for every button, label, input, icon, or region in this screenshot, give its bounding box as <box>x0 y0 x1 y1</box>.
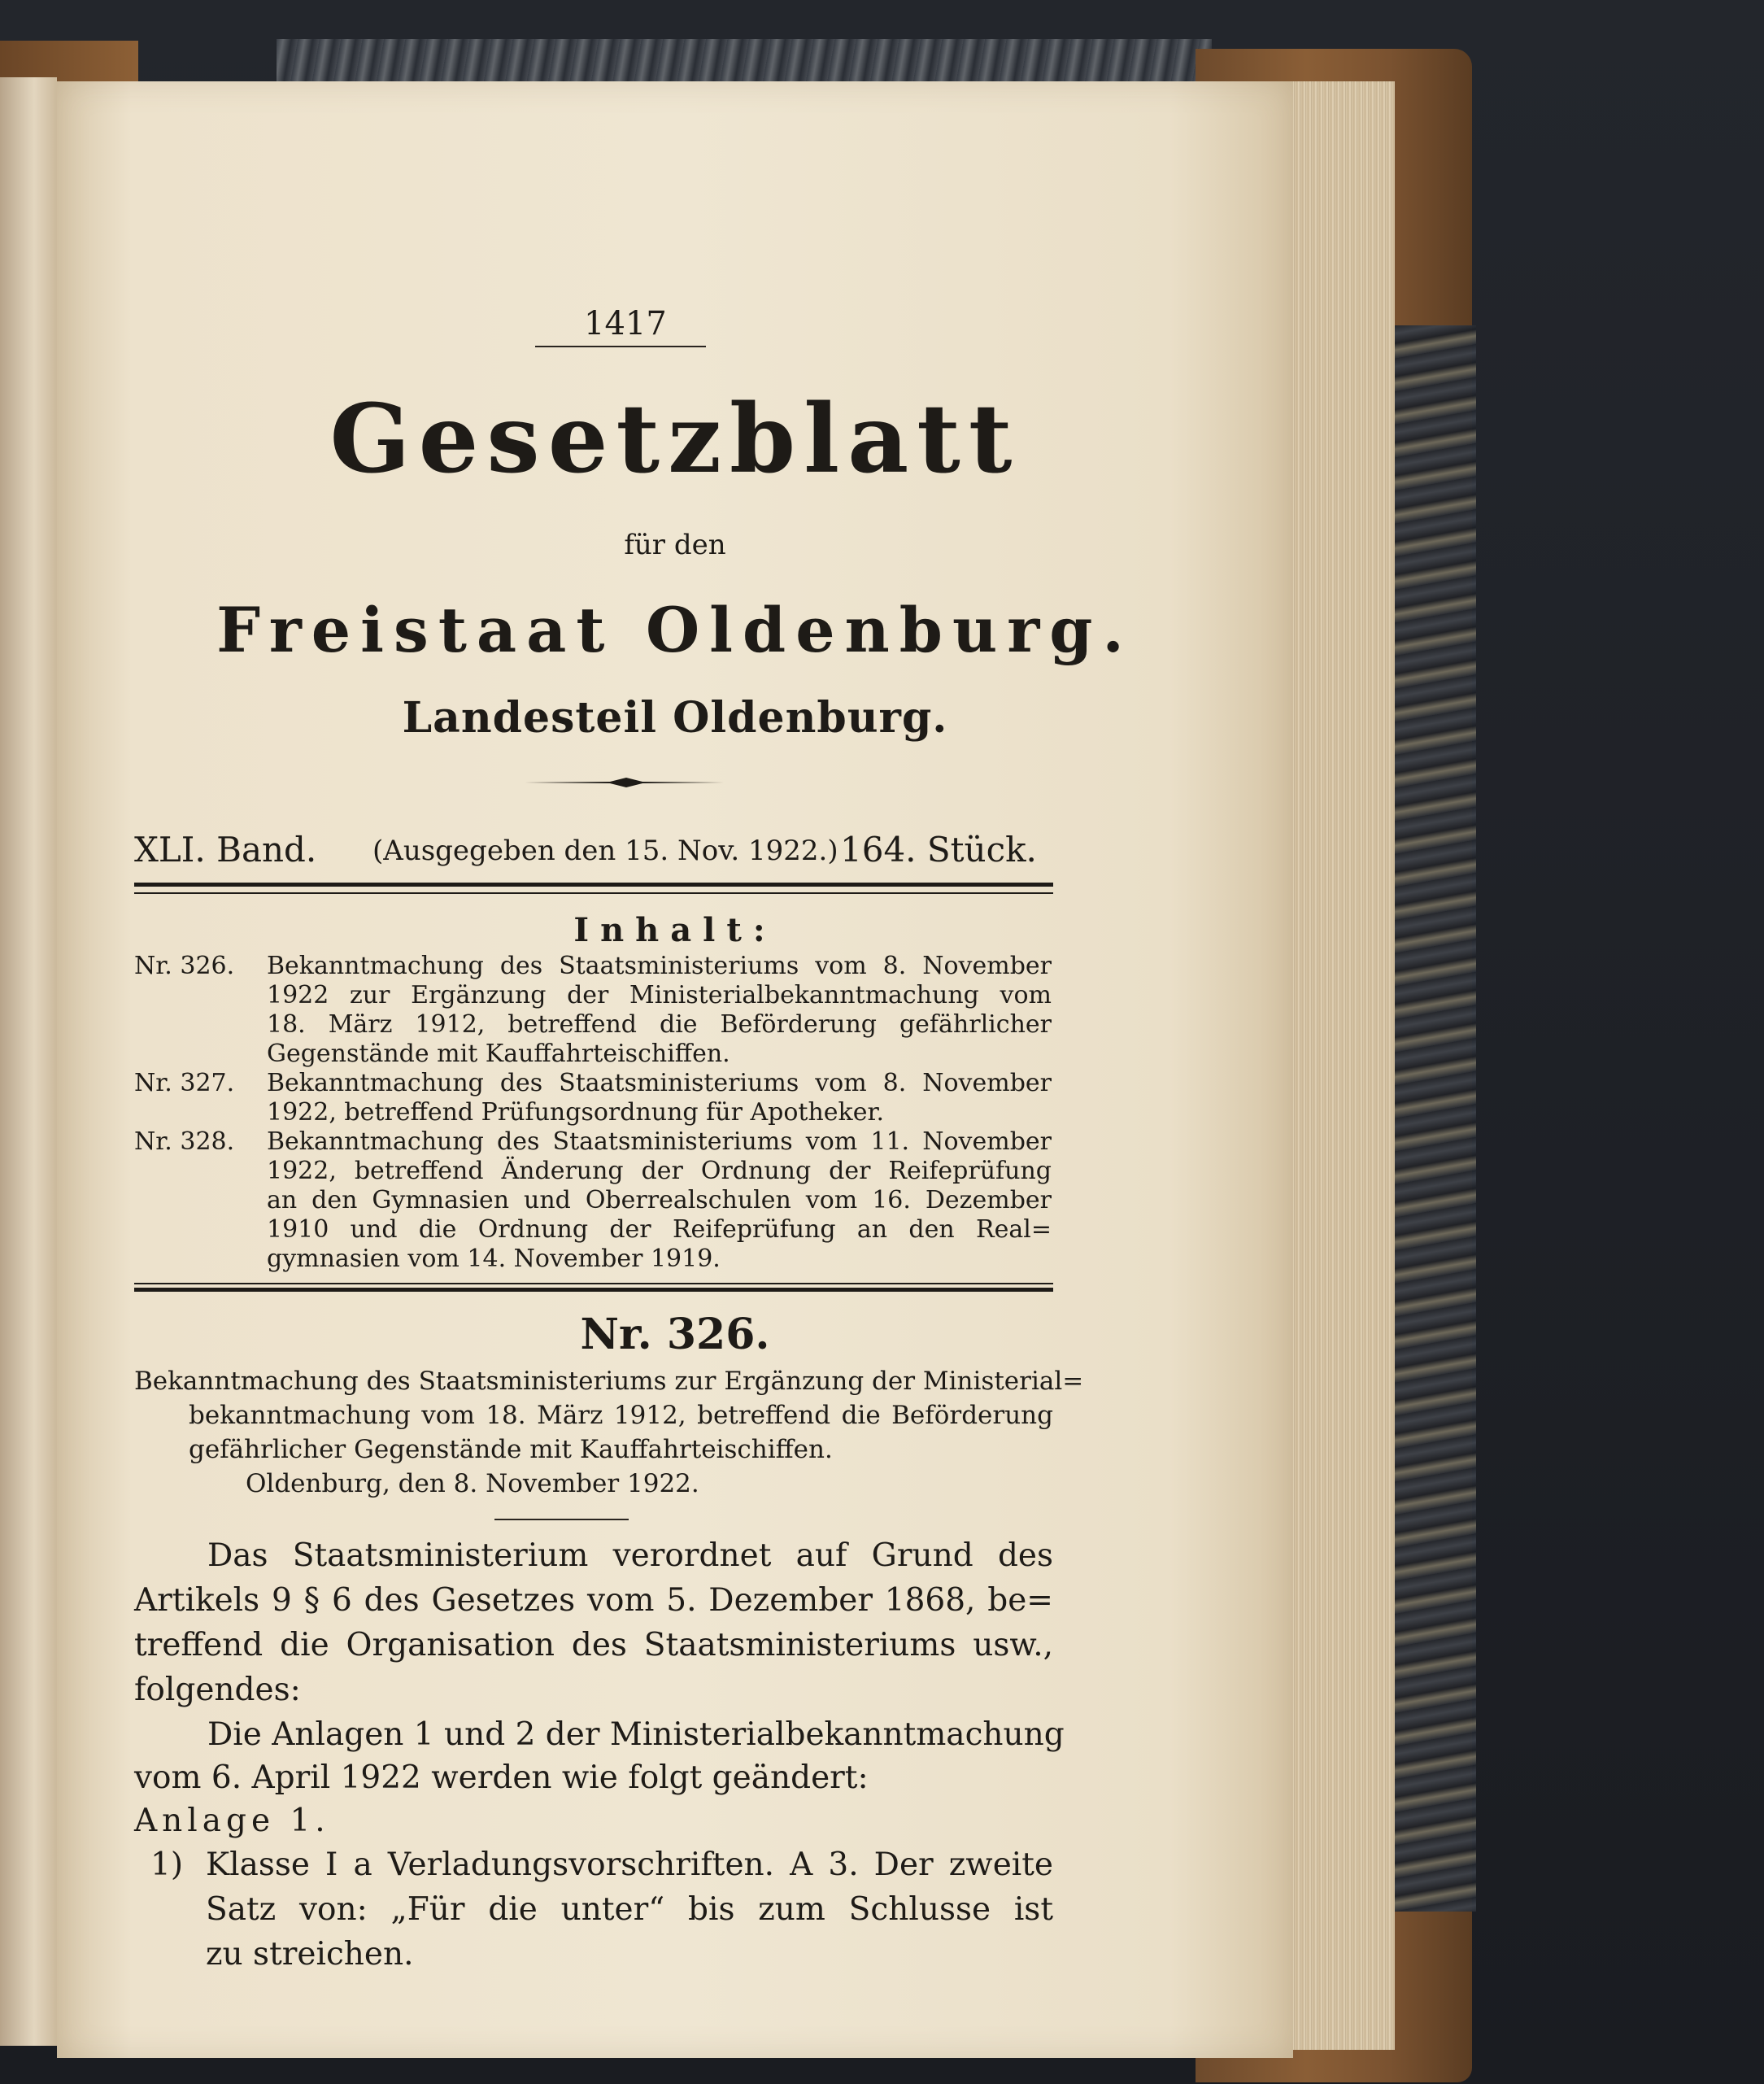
ornament-rule <box>525 778 728 787</box>
page-number: 1417 <box>584 305 667 342</box>
document-page <box>57 81 1293 2058</box>
page-title: Gesetzblatt <box>329 384 1021 495</box>
section-heading: Nr. 326. <box>580 1310 770 1359</box>
paragraph-line: Die Anlagen 1 und 2 der Ministerialbekanntmachung <box>207 1716 1065 1753</box>
anlage-heading: Anlage 1. <box>134 1803 330 1839</box>
toc-entry-line: Bekanntmachung des Staatsministeriums vom 8. November <box>267 952 1052 980</box>
toc-entry-number: Nr. 326. <box>134 952 235 980</box>
issue-date: (Ausgegeben den 15. Nov. 1922.) <box>372 835 838 867</box>
marbled-board <box>1395 325 1476 1912</box>
volume-label: XLI. Band. <box>134 830 317 870</box>
toc-entry-line: 1922 zur Ergänzung der Ministerialbekanntmachung vom <box>267 981 1052 1009</box>
toc-entry-line: gymnasien vom 14. November 1919. <box>267 1245 721 1273</box>
section-intro-line: gefährlicher Gegenstände mit Kauffahrteischiffen. <box>189 1435 833 1464</box>
place-date: Oldenburg, den 8. November 1922. <box>246 1469 699 1498</box>
paragraph-line: folgendes: <box>134 1672 301 1708</box>
title-subtitle: für den <box>624 529 726 561</box>
section-rule-thin <box>134 1283 1053 1284</box>
short-rule <box>494 1519 629 1520</box>
toc-entry-number: Nr. 327. <box>134 1069 235 1097</box>
double-rule-thin <box>134 892 1053 894</box>
toc-entry-line: Bekanntmachung des Staatsministeriums vom 11. November <box>267 1127 1052 1156</box>
part-label: 164. Stück. <box>840 830 1037 870</box>
toc-entry-line: 1910 und die Ordnung der Reifeprüfung an den Real= <box>267 1215 1052 1244</box>
toc-entry-line: 1922, betreffend Änderung der Ordnung der Reifeprüfung <box>267 1157 1052 1185</box>
toc-entry-line: Bekanntmachung des Staatsministeriums vom 8. November <box>267 1069 1052 1097</box>
toc-heading: Inhalt: <box>573 911 777 949</box>
list-item-line: Klasse I a Verladungsvorschriften. A 3. Der zweite <box>206 1846 1053 1883</box>
toc-entry-line: 1922, betreffend Prüfungsordnung für Apotheker. <box>267 1098 885 1127</box>
double-rule-thick <box>134 883 1053 887</box>
page-stack-edges <box>1289 81 1395 2050</box>
section-rule-thick <box>134 1288 1053 1292</box>
section-intro-line: Bekanntmachung des Staatsministeriums zur Ergänzung der Ministerial= <box>134 1367 1084 1396</box>
paragraph-line: treffend die Organisation des Staatsministeriums usw., <box>134 1627 1053 1663</box>
region-name: Landesteil Oldenburg. <box>402 693 948 743</box>
paragraph-line: Artikels 9 § 6 des Gesetzes vom 5. Dezember 1868, be= <box>134 1582 1053 1619</box>
toc-entry-line: 18. März 1912, betreffend die Beförderung gefährlicher <box>267 1010 1052 1039</box>
state-name: Freistaat Oldenburg. <box>216 594 1134 666</box>
toc-entry-line: an den Gymnasien und Oberrealschulen vom 16. Dezember <box>267 1186 1052 1214</box>
toc-entry-line: Gegenstände mit Kauffahrteischiffen. <box>267 1040 730 1068</box>
list-item-line: zu streichen. <box>206 1936 414 1973</box>
facing-page-edge <box>0 77 57 2046</box>
list-item-number: 1) <box>150 1846 184 1883</box>
section-intro-line: bekanntmachung vom 18. März 1912, betreffend die Beförderung <box>189 1401 1053 1430</box>
page-number-rule <box>535 346 706 347</box>
list-item-line: Satz von: „Für die unter“ bis zum Schlusse ist <box>206 1891 1053 1928</box>
paragraph-line: Das Staatsministerium verordnet auf Grund des <box>207 1537 1053 1574</box>
marbled-edge-top <box>277 39 1212 88</box>
paragraph-line: vom 6. April 1922 werden wie folgt geändert: <box>134 1759 869 1796</box>
toc-entry-number: Nr. 328. <box>134 1127 235 1156</box>
